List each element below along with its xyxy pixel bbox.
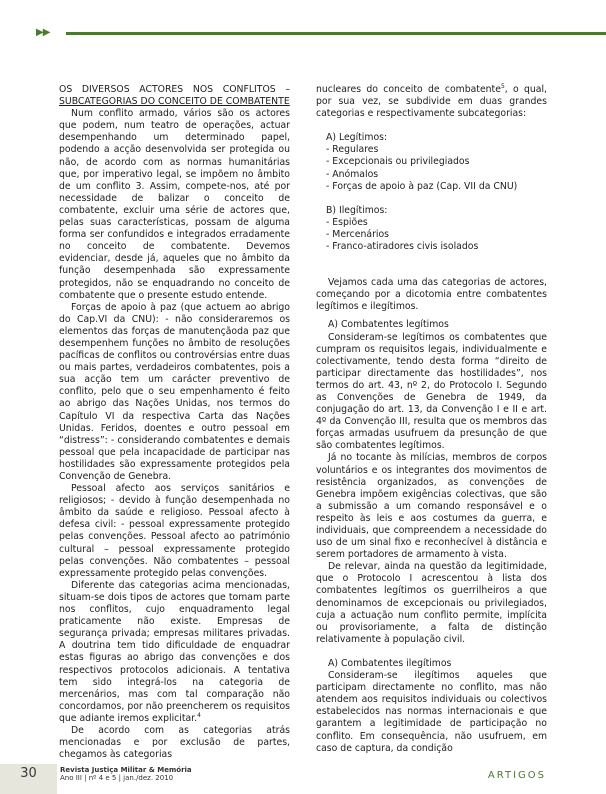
list-item: - Anómalos [326,168,379,180]
paragraph: Já no tocante às milícias, membros de corpos voluntários e os integrantes dos movimentos de resistência organizados, as convenções de Genebra impõem exigências colectivas, que são a submissão a um comando responsável e o respeito às leis e aos costumes da guerra, e individuais, que compreendem a necessidade do uso de um sinal fixo e reconhecível à distância e serem portadores de armamento à vista. [316,452,547,561]
paragraph: Pessoal afecto aos serviços sanitários e religiosos; - devido à função desempenhada no âmbito da saúde e religioso. Pessoal afecto à defesa civil: - pessoal expressamente protegido pelas convenções. Pessoal afecto ao património cultural – pessoal expressamente protegido pelas convenções. Não combatentes – pessoal expressamente protegido pelas convenções. [59,483,290,579]
intro-rest: , o qual, por sua vez, se subdivide em duas grandes categorias e respectivamente subcategorias: [316,84,547,120]
list-title: B) Ilegítimos: [326,204,388,216]
intro-text: nucleares do conceito de combatente [316,84,501,95]
list-item: - Mercenários [326,228,390,240]
page-footer [0,764,606,794]
journal-name: Revista Justiça Militar & Memória [60,766,192,774]
section-label: ARTIGOS [487,770,546,781]
paragraph-text: Diferente das categorias acima mencionadas, situam-se dois tipos de actores que tomam parte nos conflitos, cujo enquadramento legal praticamente não existe. Empresas de segurança privada; empresas militares privadas. A doutrina tem tido dificuldade de enquadrar estas figuras ao abrigo das convenções e dos respectivos protocolos adicionais. A tentativa tem sido integrá-los na categoria de mercenários, mas com tal comparação não concordamos, por não preencherem os requisitos que adiante iremos explicitar. [59,579,290,724]
journal-info [60,766,192,782]
top-rule [0,28,606,38]
paragraph: Consideram-se ilegítimos aqueles que participam directamente no conflito, mas não atendem aos requisitos individuais ou colectivos estabelecidos nas normas internacionais e que garantem a legitimidade de participação no conflito. Em consequência, não usufruem, em caso de captura, da condição [316,670,547,754]
list-item: - Franco-atiradores civis isolados [326,241,479,253]
paragraph: Consideram-se legítimos os combatentes que cumpram os requisitos legais, individualmente e colectivamente, tendo desta forma “direito de participar directamente das hostilidades”, nos termos do art. 43, nº 2, do Protocolo I. Segundo as Convenções de Genebra de 1949, da conjugação do art. 13, da Convenção I e II e art. 4º da Convenção III, resulta que os membros das forças armadas usufruem da presunção de que são combatentes legítimos. [316,331,547,452]
heading-line-1: OS DIVERSOS ACTORES NOS CONFLITOS – [59,84,290,95]
list-legitimos [316,132,547,192]
paragraph [59,580,290,725]
paragraph: Vejamos cada uma das categorias de actores, começando por a dicotomia entre combatentes legítimos e ilegítimos. [316,277,547,313]
section-heading [59,84,290,108]
paragraph: De relevar, ainda na questão da legitimidade, que o Protocolo I acrescentou à lista dos combatentes legítimos os guerrilheiros a que denominamos de excepcionais ou privilegiados, cuja a actuação num conflito permite, implícita ou provisoriamente, a falta de distinção relativamente à população civil. [316,561,547,645]
list-item: - Regulares [326,144,379,156]
page-number: 30 [20,766,37,781]
list-item: - Forças de apoio à paz (Cap. VII da CNU) [326,180,518,192]
subheading: A) Combatentes legítimos [328,319,449,331]
list-item: - Espiões [326,216,368,228]
paragraph [316,84,547,120]
paragraph: De acordo com as categorias atrás mencionadas e por exclusão de partes, chegamos às categorias [59,724,290,761]
list-ilegitimos [316,205,547,253]
heading-line-2: SUBCATEGORIAS DO CONCEITO DE COMBATENTE [59,96,290,108]
double-arrow-icon: ▶▶ [36,27,50,38]
list-item: - Excepcionais ou privilegiados [326,156,470,168]
footnote-mark: 4 [197,711,201,719]
page-number-box [0,764,57,794]
header-line [66,32,606,35]
left-column [59,84,290,761]
journal-issue: Ano III | nº 4 e 5 | jan./dez. 2010 [60,774,174,782]
paragraph: Num conflito armado, vários são os actores que podem, num teatro de operações, actuar desempenhando um determinado papel, podendo a acção desenvolvida ser protegida ou não, de acordo com as normas humanitárias que, por imperativo legal, se impõem no âmbito de um conflito 3. Assim, compete-nos, até por necessidade de balizar o conceito de combatente, excluir uma série de actores que, pelas suas características, possam de alguma forma ser confundidos e integrados erradamente no conceito de combatente. Devemos evidenciar, desde já, aqueles que no âmbito da função desempenhada são expressamente protegidos, não se enquadrando no conceito de combatente que o presente estudo entende. [59,108,290,301]
right-column [316,84,547,755]
paragraph: Forças de apoio à paz (que actuem ao abrigo do Cap.VI da CNU): - não consideraremos os elementos das forças de manutençãoda paz que desempenhem funções no âmbito de resoluções pacíficas de conflitos ou controvérsias entre duas ou mais partes, verdadeiros combatentes, pois a sua acção tem um carácter preventivo de conflito, pelo que o seu empenhamento é feito ao abrigo das Nações Unidas, nos termos do Capítulo VI da respectiva Carta das Nações Unidas. Feridos, doentes e outro pessoal em “distress”: - considerando combatentes e demais pessoal que pela incapacidade de participar nas hostilidades são expressamente protegidos pela Convenção de Genebra. [59,301,290,482]
subheading: A) Combatentes ilegítimos [328,657,452,669]
footnote-mark: 5 [500,82,505,90]
list-title: A) Legítimos: [326,132,388,144]
